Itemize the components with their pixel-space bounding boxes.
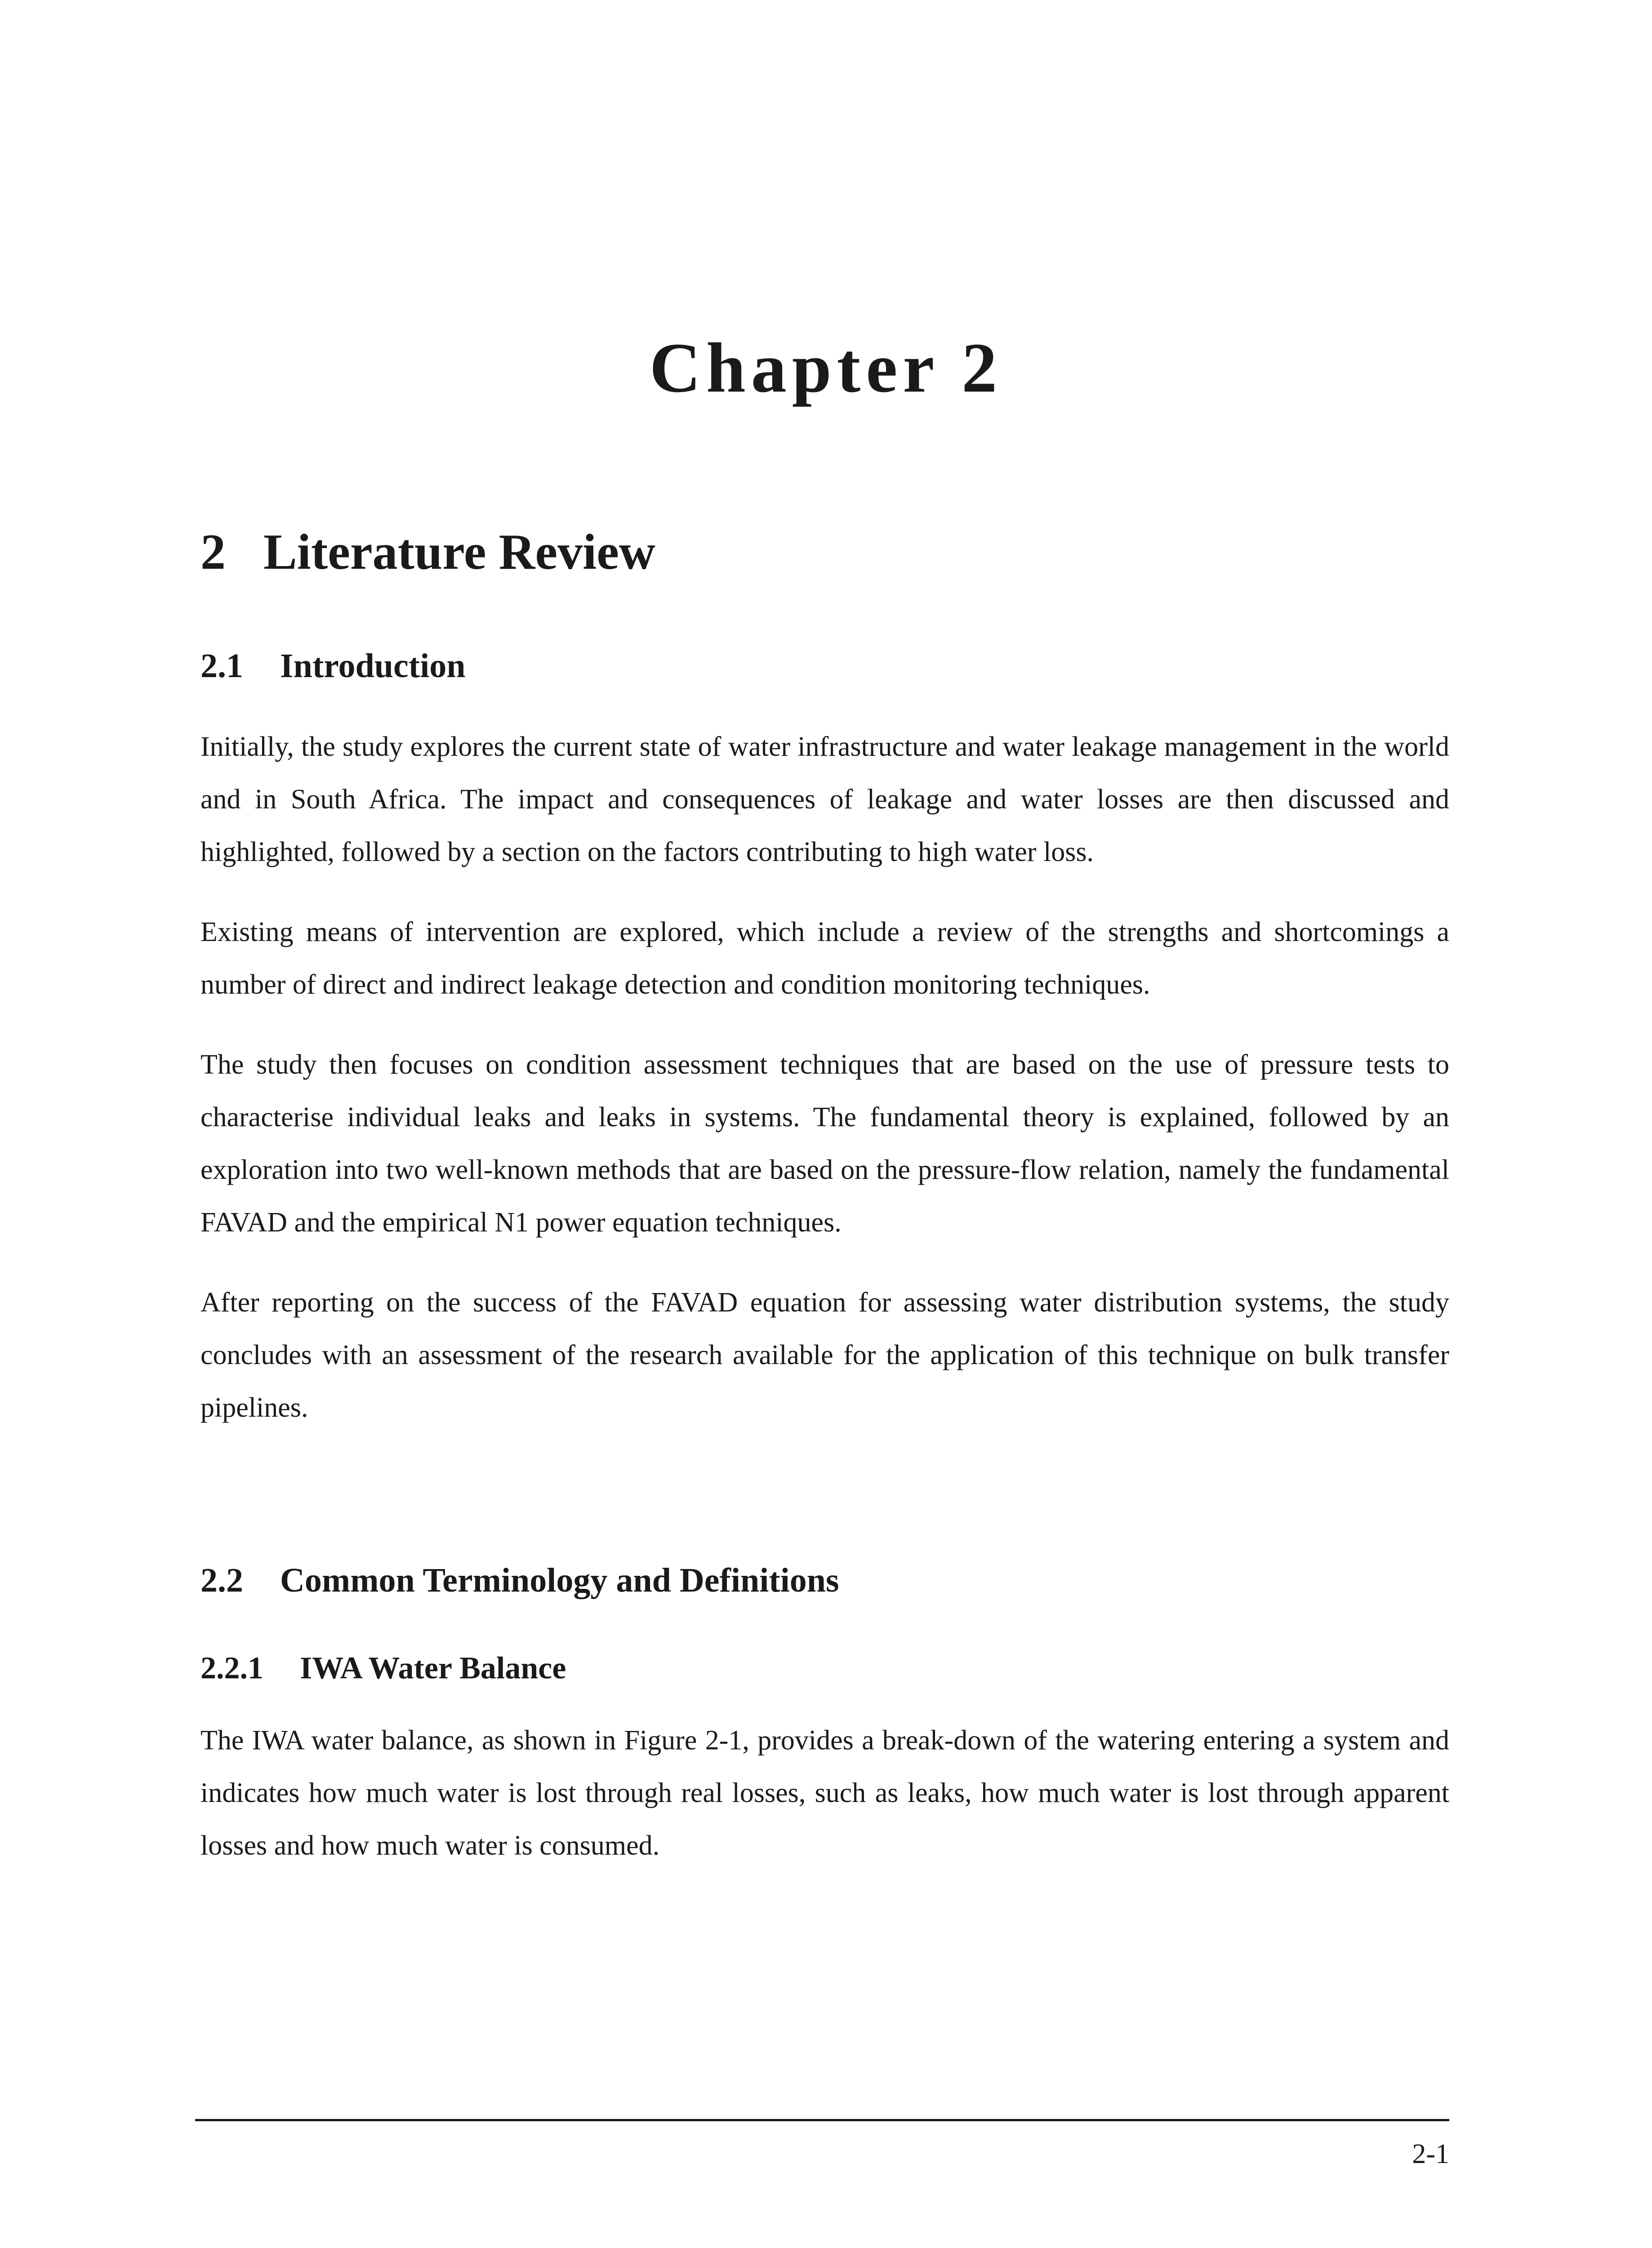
subsubsection-title: IWA Water Balance [300,1651,566,1686]
paragraph: The study then focuses on condition assessment techniques that are based on the use of pressure tests to characterise individual leaks and leaks in systems. The fundamental theory is explained, followed by an exploration into two well-known methods that are based on the pressure-flow relation, namely the fundamental FAVAD and the empirical N1 power equation techniques. [200,1049,1449,1238]
subsection-heading-introduction [200,649,465,683]
subsection-title: Introduction [280,647,466,685]
subsubsection-heading-iwa-water-balance [200,1653,566,1684]
section-number: 2 [200,524,226,580]
paragraph: Existing means of intervention are explored, which include a review of the strengths and shortcomings a number of direct and indirect leakage detection and condition monitoring techniques. [200,917,1449,1000]
section-heading [200,524,655,580]
paragraph: The IWA water balance, as shown in Figure 2-1, provides a break-down of the watering entering a system and indicates how much water is lost through real losses, such as leaks, how much water is lost through apparent losses and how much water is consumed. [200,1725,1449,1861]
paragraph: Initially, the study explores the current state of water infrastructure and water leakage management in the world and in South Africa. The impact and consequences of leakage and water losses are then discussed and highlighted, followed by a section on the factors contributing to high water loss. [200,731,1449,867]
section-title: Literature Review [263,524,655,580]
page-number: 2-1 [1412,2139,1449,2169]
footer-rule [195,2119,1449,2121]
chapter-title: Chapter 2 [649,329,1003,407]
paragraph: After reporting on the success of the FAVAD equation for assessing water distribution systems, the study concludes with an assessment of the research available for the application of this technique on bulk transfer pipelines. [200,1287,1449,1423]
subsubsection-number: 2.2.1 [200,1651,263,1686]
subsection-number: 2.1 [200,647,243,685]
subsection-number: 2.2 [200,1561,243,1599]
subsection-title: Common Terminology and Definitions [280,1561,839,1599]
subsection-heading-terminology [200,1563,839,1597]
